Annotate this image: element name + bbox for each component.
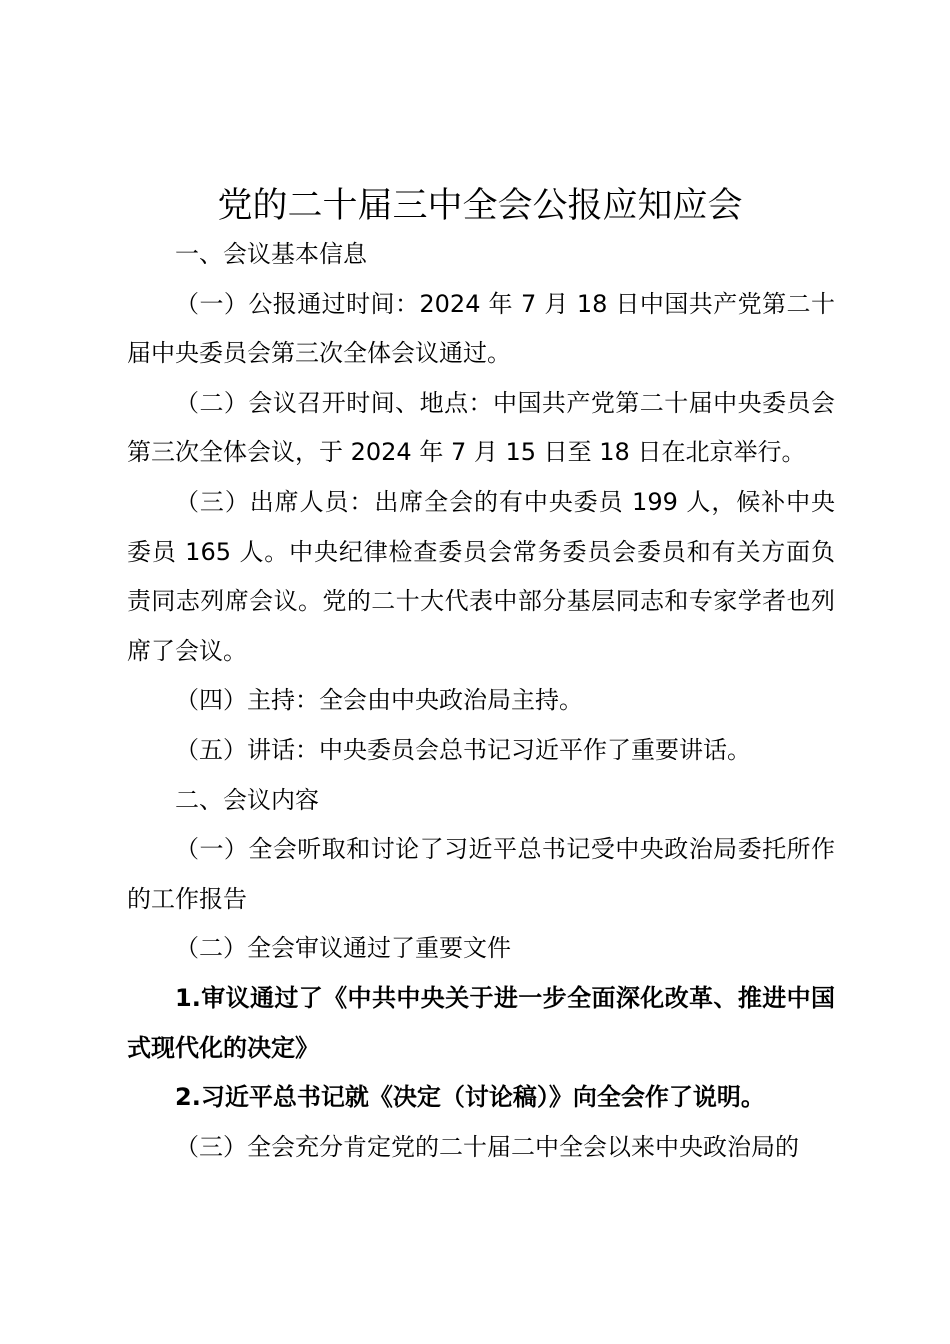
paragraph-host: （四）主持：全会由中央政治局主持。 bbox=[175, 686, 583, 715]
paragraph-speech: （五）讲话：中央委员会总书记习近平作了重要讲话。 bbox=[175, 735, 751, 764]
paragraph-affirmation: （三）全会充分肯定党的二十届二中全会以来中央政治局的 bbox=[175, 1132, 799, 1161]
paragraph-documents: （二）全会审议通过了重要文件 bbox=[175, 934, 511, 963]
section-heading-content: 二、会议内容 bbox=[175, 785, 319, 814]
document-body bbox=[127, 230, 835, 1172]
paragraph-time-place: （二）会议召开时间、地点：中国共产党第二十届中央委员会第三次全体会议，于 2024 年 7 月 15 日至 18 日在北京举行。 bbox=[127, 388, 835, 467]
paragraph-adoption-time: （一）公报通过时间：2024 年 7 月 18 日中国共产党第二十届中央委员会第三次全体会议通过。 bbox=[127, 289, 835, 368]
paragraph-attendees: （三）出席人员：出席全会的有中央委员 199 人，候补中央委员 165 人。中央纪律检查委员会常务委员会委员和有关方面负责同志列席会议。党的二十大代表中部分基层同志和专家学者也列席了会议。 bbox=[127, 487, 835, 665]
section-heading-basic-info: 一、会议基本信息 bbox=[175, 240, 367, 268]
document-title: 党的二十届三中全会公报应知应会 bbox=[217, 186, 743, 226]
paragraph-explanation: 2.习近平总书记就《决定（讨论稿）》向全会作了说明。 bbox=[175, 1083, 765, 1112]
paragraph-decision-adopted: 1.审议通过了《中共中央关于进一步全面深化改革、推进中国式现代化的决定》 bbox=[127, 983, 835, 1062]
paragraph-work-report: （一）全会听取和讨论了习近平总书记受中央政治局委托所作的工作报告 bbox=[127, 835, 835, 913]
